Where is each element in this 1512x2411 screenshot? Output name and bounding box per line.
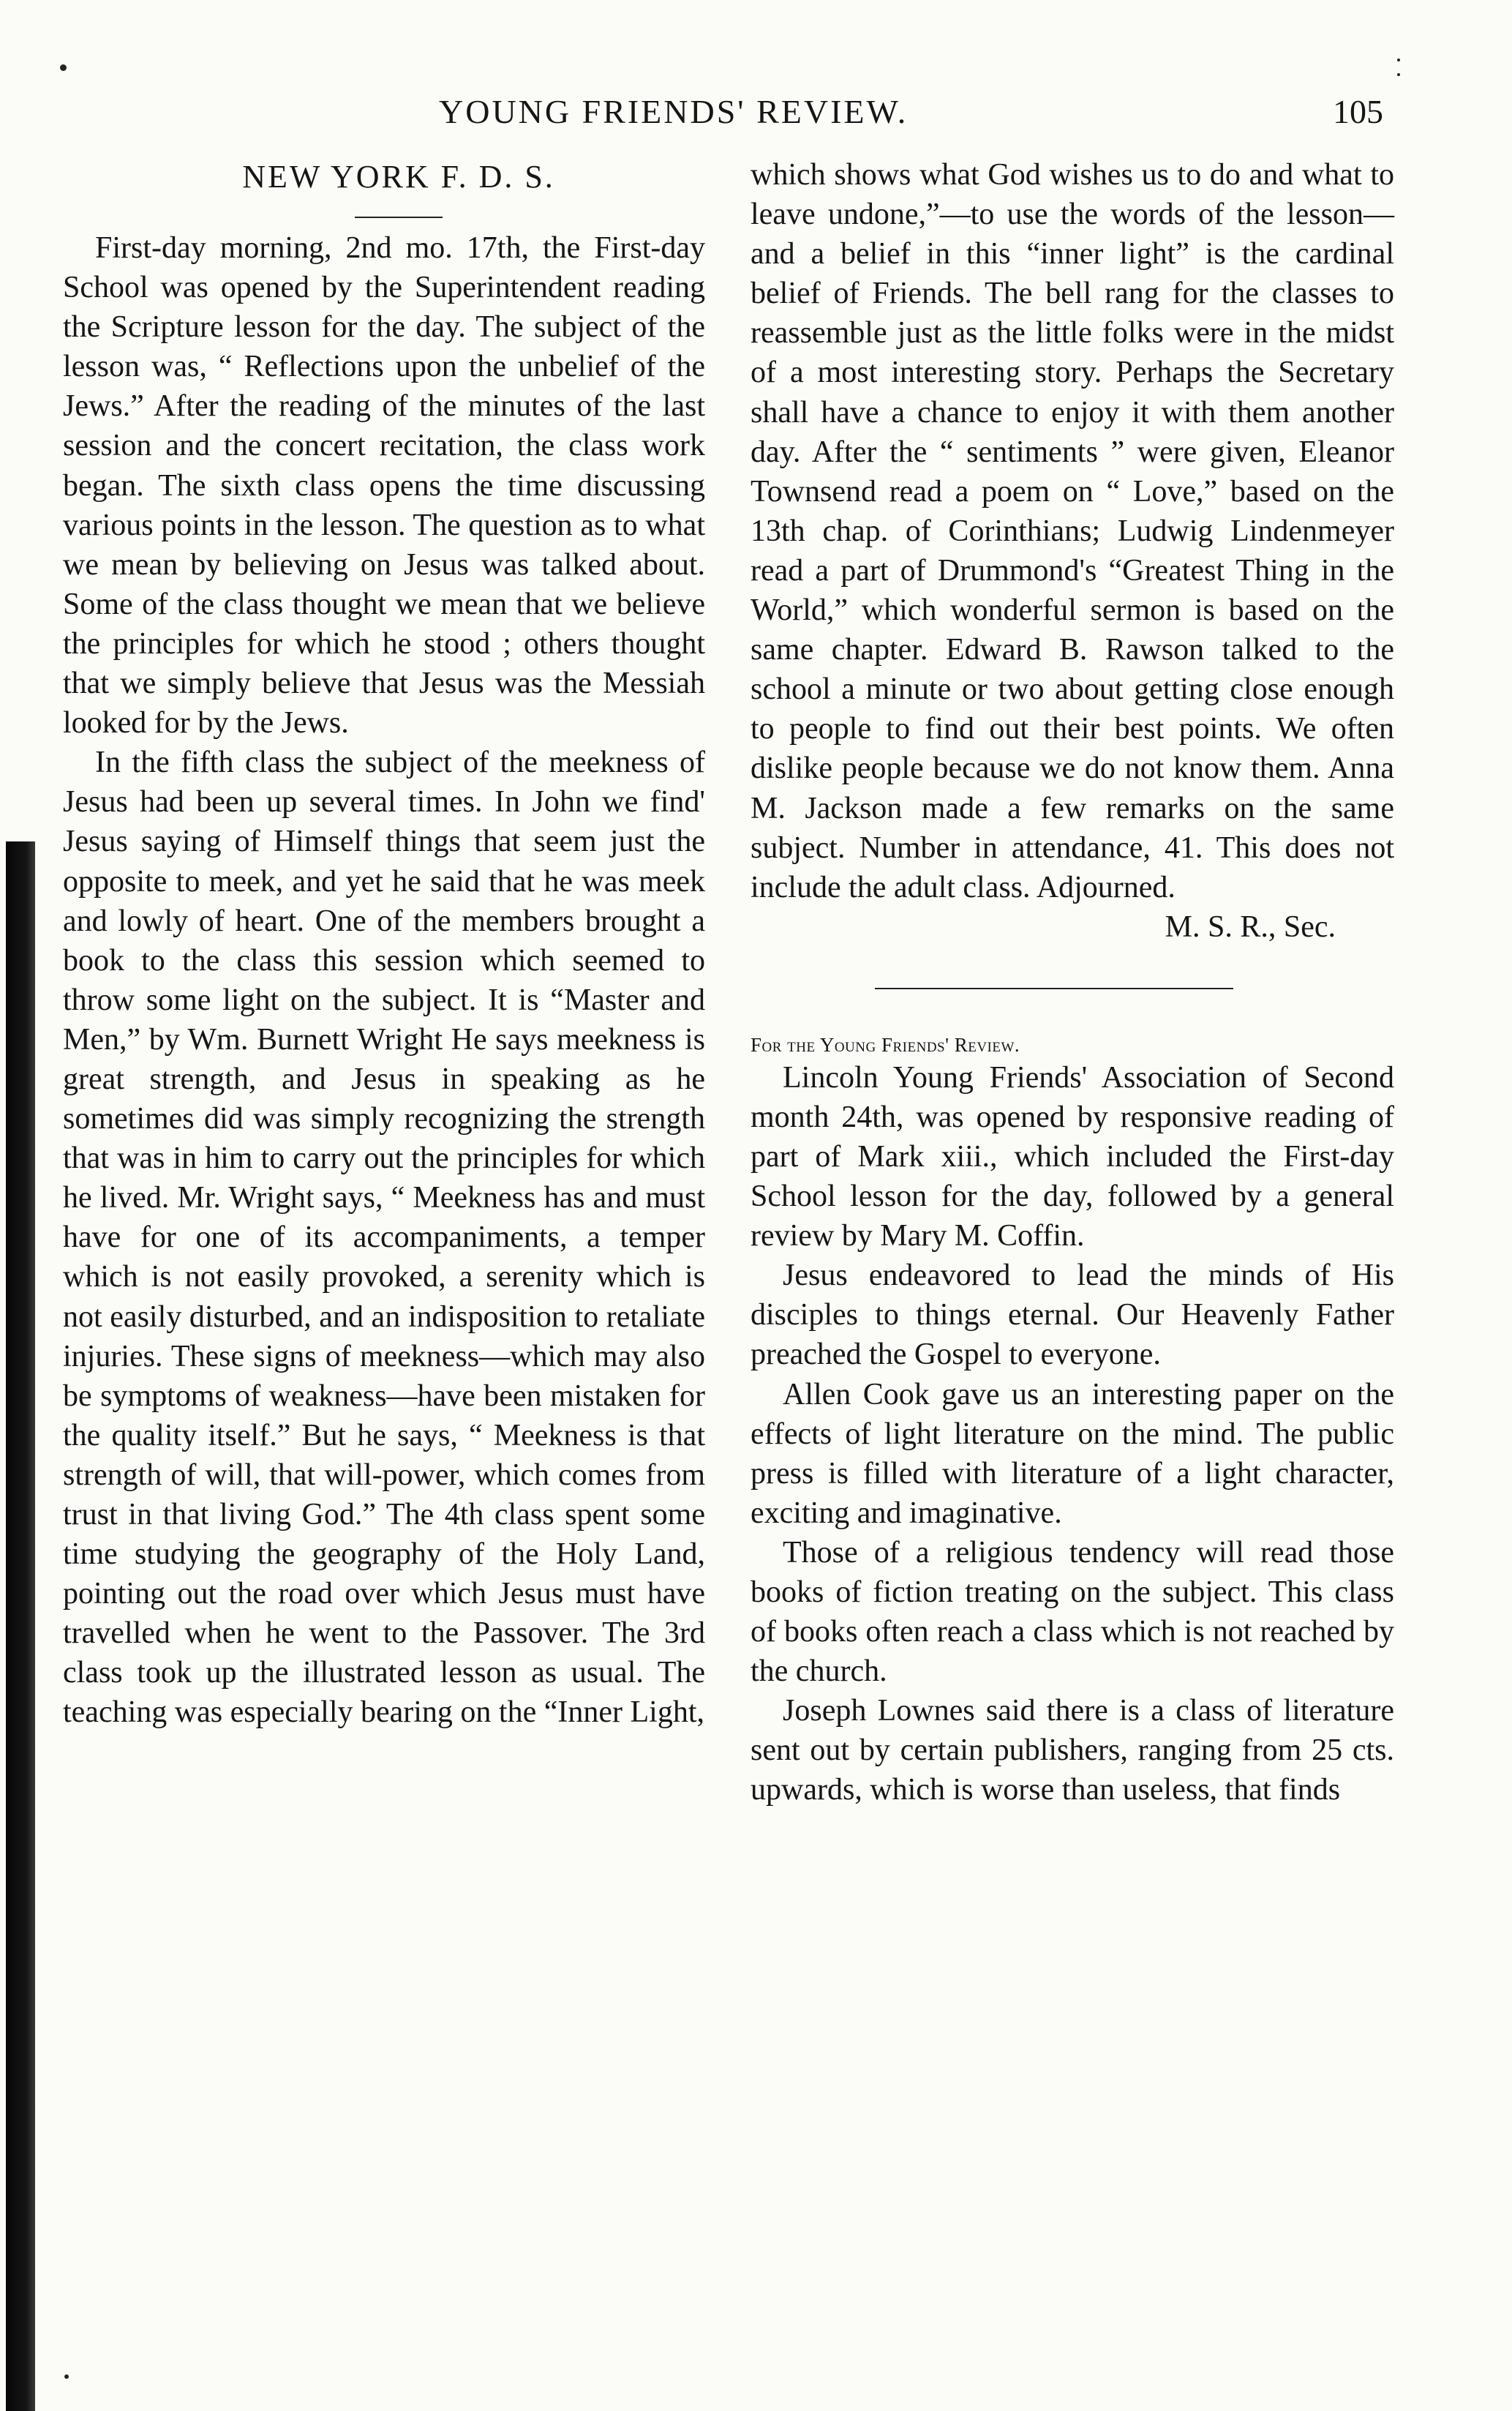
article-paragraph: Jesus endeavored to lead the minds of His disciples to things eternal. Our Heavenly Father preached the Gospel to everyone. xyxy=(751,1259,1394,1372)
ink-speck xyxy=(64,2374,69,2379)
page-edge-shadow xyxy=(6,841,35,2411)
ink-speck xyxy=(60,64,67,71)
ink-speck xyxy=(1397,59,1400,61)
article-paragraph: In the fifth class the subject of the meekness of Jesus had been up several times. In John we find' Jesus saying of Himself things that seem just the opposite to meek, and yet he said that he was meek and lowly of heart. One of the members brought a book to the class this session which seemed to throw some light on the subject. It is “Master and Men,” by Wm. Burnett Wright He says meekness is great strength, and Jesus in speaking as he sometimes did was simply recognizing the strength that was in him to carry out the principles for which he lived. Mr. Wright says, “ Meekness has and must have for one of its accompaniments, a temper which is not easily provoked, a serenity which is not easily disturbed, and an indisposition to retaliate injuries. These signs of meekness—which may also be symptoms of weakness—have been mistaken for the quality itself.” But he says, “ Meekness is that strength of will, that will-power, which comes from trust in that living God.” The 4th class spent some time studying the geography of the Holy Land, pointing out the road over which Jesus must have travelled when he went to the Passover. The 3rd class took up the illustrated lesson as usual. The teaching was especially bearing on the “Inner Light, xyxy=(63,746,705,1730)
article-paragraph: Lincoln Young Friends' Association of Second month 24th, was opened by responsive reading of part of Mark xiii., which included the First-day School lesson for the day, followed by a general review by Mary M. Coffin. xyxy=(751,1060,1394,1253)
left-column xyxy=(63,155,705,1733)
article-signature: M. S. R., Sec. xyxy=(1165,910,1336,944)
page-header xyxy=(0,92,1512,143)
title-rule xyxy=(355,217,443,218)
ink-speck xyxy=(1397,73,1400,76)
article-credit-line: For the Young Friends' Review. xyxy=(751,1033,1020,1056)
running-title: YOUNG FRIENDS' REVIEW. xyxy=(439,93,909,130)
right-column xyxy=(751,155,1394,1810)
article-paragraph: Those of a religious tendency will read those books of fiction treating on the subject. This class of books often reach a class which is not reached by the church. xyxy=(751,1535,1394,1689)
page-number: 105 xyxy=(1333,93,1383,130)
article-paragraph-continued: which shows what God wishes us to do and what to leave undone,”—to use the words of the lesson—and a belief in this “inner light” is the cardinal belief of Friends. The bell rang for the classes to reassemble just as the little folks were in the midst of a most interesting story. Perhaps the Secretary shall have a chance to enjoy it with them another day. After the “ sentiments ” were given, Eleanor Townsend read a poem on “ Love,” based on the 13th chap. of Corinthians; Ludwig Lindenmeyer read a part of Drummond's “Greatest Thing in the World,” which wonderful sermon is based on the same chapter. Edward B. Rawson talked to the school a minute or two about getting close enough to people to find out their best points. We often dislike people because we do not know them. Anna M. Jackson made a few remarks on the same subject. Number in attendance, 41. This does not include the adult class. Adjourned. xyxy=(751,158,1394,904)
article-paragraph: First-day morning, 2nd mo. 17th, the First-day School was opened by the Superintendent reading the Scripture lesson for the day. The subject of the lesson was, “ Reflections upon the unbelief of the Jews.” After the reading of the minutes of the last session and the concert recitation, the class work began. The sixth class opens the time discussing various points in the lesson. The question as to what we mean by believing on Jesus was talked about. Some of the class thought we mean that we believe the principles for which he stood ; others thought that we simply believe that Jesus was the Messiah looked for by the Jews. xyxy=(63,231,705,740)
section-divider xyxy=(875,988,1233,989)
article-paragraph: Joseph Lownes said there is a class of literature sent out by certain publishers, ranging from 25 cts. upwards, which is worse than useless, that finds xyxy=(751,1694,1394,1807)
article-title: NEW YORK F. D. S. xyxy=(242,159,555,195)
article-paragraph: Allen Cook gave us an interesting paper on the effects of light literature on the mind. The public press is filled with literature of a light character, exciting and imaginative. xyxy=(751,1377,1394,1530)
